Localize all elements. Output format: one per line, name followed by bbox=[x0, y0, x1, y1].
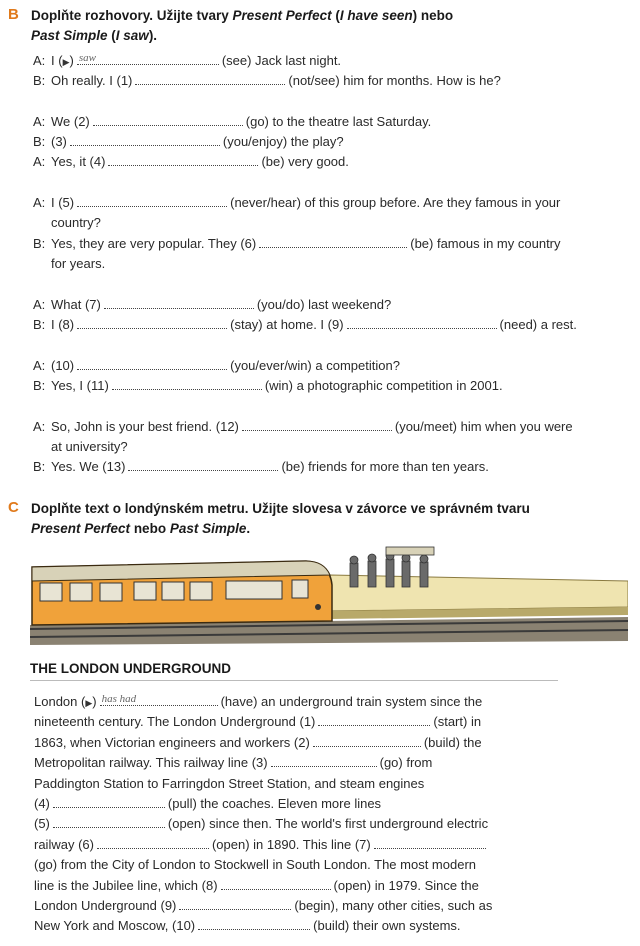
line-text: (be) very good. bbox=[261, 154, 349, 169]
answer-blank[interactable] bbox=[104, 297, 254, 309]
title-italic: Present Perfect bbox=[31, 521, 131, 536]
dialogue-line bbox=[33, 315, 577, 335]
line-text: (never/hear) of this group before. Are they famous in your bbox=[230, 195, 561, 210]
dialogue-line bbox=[33, 152, 349, 172]
para-text: London ( bbox=[34, 694, 86, 709]
paragraph-line bbox=[34, 916, 461, 936]
dialogue-line bbox=[33, 234, 561, 254]
para-text: (build) their own systems. bbox=[313, 918, 461, 933]
answer-blank[interactable] bbox=[108, 154, 258, 166]
answer-blank[interactable] bbox=[374, 837, 486, 849]
title-text: Doplňte rozhovory. Užijte tvary bbox=[31, 8, 233, 23]
speaker-label: B: bbox=[33, 459, 46, 474]
underground-train-illustration bbox=[30, 545, 628, 645]
answer-blank[interactable] bbox=[77, 358, 227, 370]
dialogue-line bbox=[33, 356, 400, 376]
line-text: (see) Jack last night. bbox=[221, 53, 342, 68]
answer-blank[interactable] bbox=[112, 378, 262, 390]
dialogue-continuation: at university? bbox=[51, 439, 128, 454]
paragraph-line bbox=[34, 855, 476, 875]
article-heading: THE LONDON UNDERGROUND bbox=[30, 661, 231, 676]
para-text: London Underground (9) bbox=[34, 898, 177, 913]
paragraph-line bbox=[34, 692, 482, 713]
paragraph-line bbox=[34, 733, 482, 753]
title-text: ( bbox=[331, 8, 340, 23]
para-text: (open) in 1979. Since the bbox=[333, 878, 479, 893]
answer-blank[interactable] bbox=[100, 694, 218, 706]
answer-blank[interactable] bbox=[318, 714, 430, 726]
answer-blank[interactable] bbox=[93, 114, 243, 126]
paragraph-line bbox=[34, 774, 424, 794]
answer-blank[interactable] bbox=[135, 73, 285, 85]
answer-blank[interactable] bbox=[77, 195, 227, 207]
line-text: Yes, they are very popular. They (6) bbox=[51, 236, 257, 251]
dialogue-line bbox=[33, 132, 344, 152]
answer-blank[interactable] bbox=[259, 236, 407, 248]
line-text: (win) a photographic competition in 2001. bbox=[264, 378, 503, 393]
line-text: What (7) bbox=[51, 297, 101, 312]
answer-blank[interactable] bbox=[271, 755, 377, 767]
section-c-letter: C bbox=[8, 499, 19, 516]
para-text: (open) since then. The world's first underground electric bbox=[167, 816, 489, 831]
dialogue-line bbox=[33, 376, 503, 396]
para-text: 1863, when Victorian engineers and workers (2) bbox=[34, 735, 310, 750]
title-text: Doplňte text o londýnském metru. Užijte slovesa v závorce ve správném tvaru bbox=[31, 501, 530, 516]
answer-blank[interactable] bbox=[313, 735, 421, 747]
paragraph-line bbox=[34, 896, 492, 916]
speaker-label: A: bbox=[33, 114, 46, 129]
line-text: So, John is your best friend. (12) bbox=[51, 419, 239, 434]
dialogue-line bbox=[33, 112, 431, 132]
example-answer: has had bbox=[101, 693, 137, 705]
example-answer: saw bbox=[78, 52, 96, 64]
dialogue-line bbox=[33, 71, 501, 91]
paragraph-line bbox=[34, 712, 481, 732]
line-text: (you/ever/win) a competition? bbox=[230, 358, 400, 373]
dialogue-line bbox=[33, 295, 391, 315]
paragraph-line bbox=[34, 794, 381, 814]
dialogue-continuation: for years. bbox=[51, 256, 106, 271]
heading-rule bbox=[30, 680, 558, 681]
line-text: Yes, I (11) bbox=[51, 378, 109, 393]
line-text: (you/do) last weekend? bbox=[256, 297, 392, 312]
speaker-label: B: bbox=[33, 73, 46, 88]
answer-blank[interactable] bbox=[53, 816, 165, 828]
line-text: (10) bbox=[51, 358, 75, 373]
answer-blank[interactable] bbox=[221, 878, 331, 890]
line-text: (be) famous in my country bbox=[410, 236, 561, 251]
speaker-label: A: bbox=[33, 195, 46, 210]
para-text: (build) the bbox=[423, 735, 482, 750]
dialogue-continuation: country? bbox=[51, 215, 101, 230]
answer-blank[interactable] bbox=[77, 53, 219, 65]
paragraph-line bbox=[34, 753, 432, 773]
paragraph-line bbox=[34, 814, 488, 834]
para-text: (go) from the City of London to Stockwell in South London. The most modern bbox=[34, 857, 476, 872]
title-text: nebo bbox=[130, 521, 170, 536]
dialogue-line bbox=[33, 51, 341, 72]
station-sign bbox=[386, 547, 434, 555]
line-text: (be) friends for more than ten years. bbox=[281, 459, 489, 474]
para-text: (go) from bbox=[379, 755, 433, 770]
answer-blank[interactable] bbox=[179, 898, 291, 910]
title-text: ( bbox=[107, 28, 116, 43]
section-b-title bbox=[31, 6, 453, 46]
para-text: line is the Jubilee line, which (8) bbox=[34, 878, 218, 893]
speaker-label: A: bbox=[33, 53, 46, 68]
speaker-label: B: bbox=[33, 236, 46, 251]
paragraph-line bbox=[34, 876, 479, 896]
para-text: nineteenth century. The London Underground (1) bbox=[34, 714, 316, 729]
line-text: Yes. We (13) bbox=[51, 459, 126, 474]
title-italic: Present Perfect bbox=[232, 8, 332, 23]
speaker-label: A: bbox=[33, 358, 46, 373]
section-c-title bbox=[31, 499, 530, 539]
title-italic: Past Simple bbox=[169, 521, 247, 536]
para-text: railway (6) bbox=[34, 837, 94, 852]
title-text: . bbox=[246, 521, 251, 536]
line-text: (go) to the theatre last Saturday. bbox=[245, 114, 432, 129]
line-text: ) bbox=[69, 53, 74, 68]
line-text: (you/meet) him when you were bbox=[394, 419, 573, 434]
line-text: I (5) bbox=[51, 195, 75, 210]
para-text: Paddington Station to Farringdon Street Station, and steam engines bbox=[34, 776, 425, 791]
line-text: (need) a rest. bbox=[499, 317, 577, 332]
title-text: ) nebo bbox=[412, 8, 454, 23]
para-text: ) bbox=[92, 694, 97, 709]
line-text: (not/see) him for months. How is he? bbox=[288, 73, 501, 88]
speaker-label: A: bbox=[33, 297, 46, 312]
speaker-label: B: bbox=[33, 378, 46, 393]
line-text: Oh really. I (1) bbox=[51, 73, 133, 88]
answer-blank[interactable] bbox=[70, 134, 220, 146]
line-text: (you/enjoy) the play? bbox=[222, 134, 344, 149]
title-italic: I have seen bbox=[339, 8, 413, 23]
para-text: (have) an underground train system since the bbox=[220, 694, 483, 709]
answer-blank[interactable] bbox=[97, 837, 209, 849]
train-headlight bbox=[315, 604, 321, 610]
play-icon: ▶ bbox=[85, 698, 93, 708]
para-text: Metropolitan railway. This railway line (3) bbox=[34, 755, 268, 770]
train-windows bbox=[40, 580, 308, 601]
line-text: (3) bbox=[51, 134, 67, 149]
line-text: Yes, it (4) bbox=[51, 154, 106, 169]
para-text: (5) bbox=[34, 816, 50, 831]
answer-blank[interactable] bbox=[77, 317, 227, 329]
speaker-label: B: bbox=[33, 134, 46, 149]
play-icon: ▶ bbox=[62, 57, 70, 67]
answer-blank[interactable] bbox=[242, 419, 392, 431]
line-text: (stay) at home. I (9) bbox=[230, 317, 344, 332]
para-text: New York and Moscow, (10) bbox=[34, 918, 196, 933]
speaker-label: A: bbox=[33, 154, 46, 169]
speaker-label: A: bbox=[33, 419, 46, 434]
para-text: (open) in 1890. This line (7) bbox=[211, 837, 371, 852]
para-text: (begin), many other cities, such as bbox=[294, 898, 493, 913]
para-text: (pull) the coaches. Eleven more lines bbox=[167, 796, 382, 811]
answer-blank[interactable] bbox=[53, 796, 165, 808]
dialogue-line bbox=[33, 457, 489, 477]
line-text: I ( bbox=[51, 53, 63, 68]
para-text: (start) in bbox=[433, 714, 482, 729]
dialogue-line bbox=[33, 193, 560, 213]
section-b-letter: B bbox=[8, 6, 19, 23]
title-italic: I saw bbox=[115, 28, 149, 43]
speaker-label: B: bbox=[33, 317, 46, 332]
answer-blank[interactable] bbox=[128, 459, 278, 471]
line-text: I (8) bbox=[51, 317, 75, 332]
title-text: ). bbox=[148, 28, 158, 43]
answer-blank[interactable] bbox=[198, 918, 310, 930]
para-text: (4) bbox=[34, 796, 50, 811]
paragraph-line bbox=[34, 835, 489, 855]
answer-blank[interactable] bbox=[347, 317, 497, 329]
line-text: We (2) bbox=[51, 114, 90, 129]
title-italic: Past Simple bbox=[31, 28, 108, 43]
dialogue-line bbox=[33, 417, 573, 437]
